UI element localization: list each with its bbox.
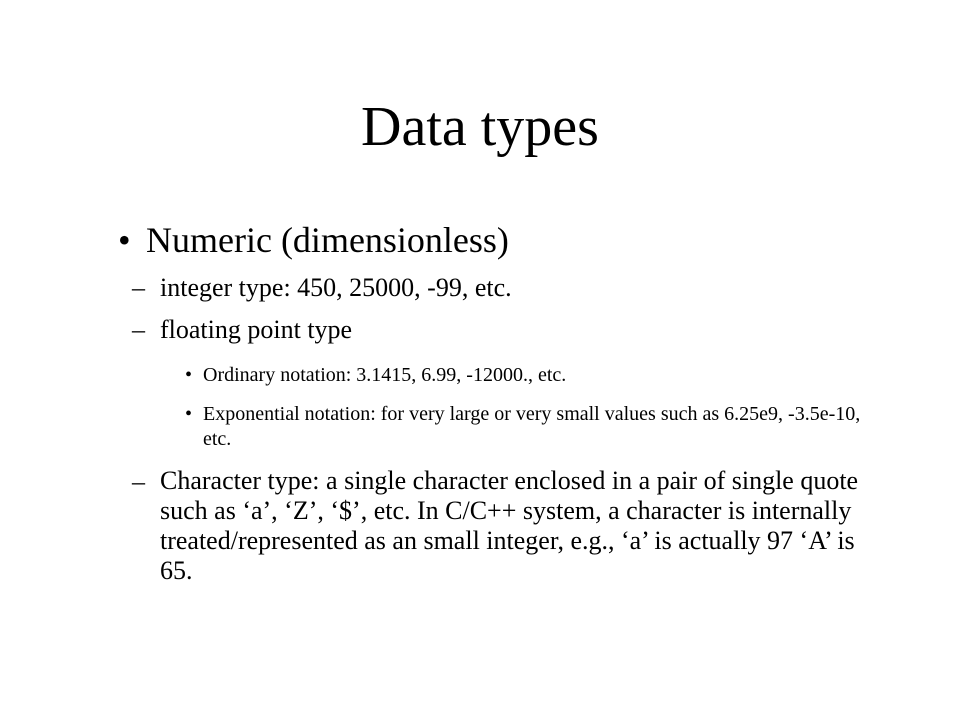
dash-character: – [132,467,145,496]
bullet-ordinary: • [185,364,193,386]
item-numeric: Numeric (dimensionless) [146,220,509,260]
item-floating: floating point type [160,315,353,344]
item-integer: integer type: 450, 25000, -99, etc. [160,273,512,302]
bullet-numeric: • [118,220,131,260]
item-character: Character type: a single character enclosed in a pair of single quote such as ‘a’, ‘Z’, ‘$’, etc. In C/C++ system, a character is internally treated/represented as an small integer, e.g., ‘a’ is actually 97 ‘A’ is 65. [160,466,859,585]
dash-floating: – [132,315,145,344]
item-ordinary: Ordinary notation: 3.1415, 6.99, -12000., etc. [203,364,567,386]
slide-title: Data types [361,96,599,158]
dash-integer: – [132,273,145,302]
bullet-exponential: • [185,403,193,425]
item-exponential: Exponential notation: for very large or very small values such as 6.25e9, -3.5e-10, etc. [203,403,861,450]
